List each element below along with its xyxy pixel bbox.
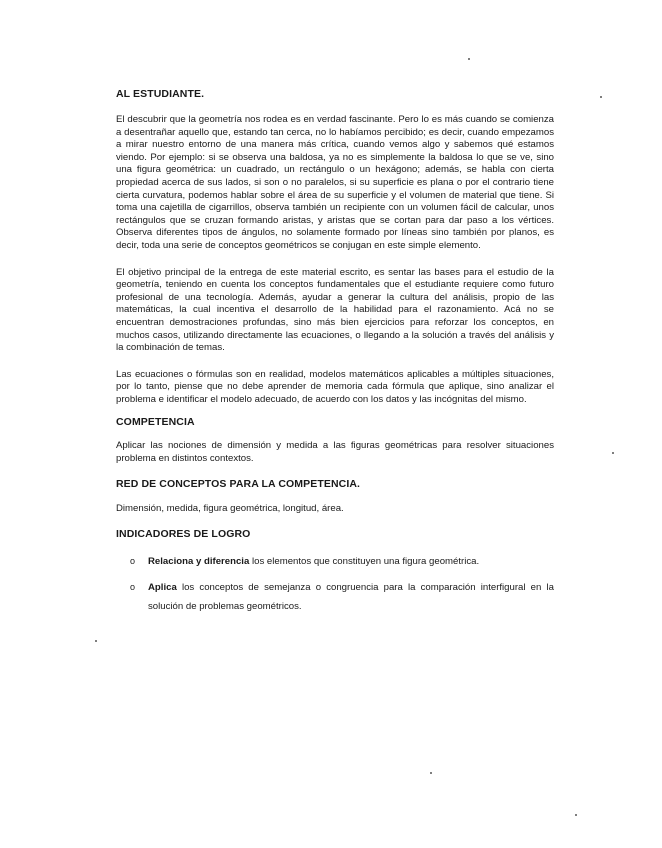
competencia-heading: COMPETENCIA — [116, 416, 195, 429]
scan-speck — [575, 814, 577, 816]
objective-paragraph: El objetivo principal de la entrega de este material escrito, es sentar las bases para el estudio de la geometría, teniendo en cuenta los conceptos fundamentales que el estudiante requiere como futuro profesional de una tecnología. Además, ayudar a generar la cultura del análisis, propio de las matemáticas, la cual incentiva el desarrollo de la habilidad para el razonamiento. Acá no se encuentran demostraciones profundas, sino más bien ejercicios para reforzar los conceptos, en muchos casos, utilizando directamente las ecuaciones, o llegando a la solución a través del análisis y la combinación de temas. — [116, 266, 554, 354]
bullet-icon: o — [130, 582, 136, 593]
equations-paragraph: Las ecuaciones o fórmulas son en realidad, modelos matemáticos aplicables a múltiples situaciones, por lo tanto, piense que no debe aprender de memoria cada fórmula que aplique, sino analizar el problema e identificar el modelo adecuado, de acuerdo con los datos y las incógnitas del mismo. — [116, 368, 554, 405]
indicadores-heading: INDICADORES DE LOGRO — [116, 528, 251, 541]
scan-speck — [95, 640, 97, 642]
bullet-icon: o — [130, 556, 136, 567]
document-page — [116, 88, 554, 623]
scan-speck — [468, 58, 470, 60]
indicator-verb: Aplica — [148, 582, 177, 594]
list-item — [116, 552, 554, 571]
red-conceptos-text: Dimensión, medida, figura geométrica, longitud, área. — [116, 502, 344, 514]
indicator-text: los elementos que constituyen una figura geométrica. — [249, 556, 480, 568]
scan-speck — [612, 452, 614, 454]
intro-paragraph: El descubrir que la geometría nos rodea es en verdad fascinante. Pero lo es más cuando se comienza a desentrañar aquello que, estando tan cerca, no lo habíamos percibido; es decir, cuando empezamos a mirar nuestro entorno de una manera más crítica, cuando vemos algo y sabemos qué estamos viendo. Por ejemplo: si se observa una baldosa, ya no es simplemente la baldosa lo que se ve, sino una figura geométrica: un cuadrado, un rectángulo o un hexágono; además, se habla con cierta propiedad acerca de sus lados, si son o no paralelos, si su superficie es plana o por el contrario tiene cierta curvatura, podemos hablar sobre el área de su superficie y el volumen de material que tiene. Si toma una cajetilla de cigarrillos, observa también un recipiente con un volumen fácil de calcular, unos rectángulos que se cruzan formando aristas, y aristas que se cortan para dar paso a los vértices. Observa diferentes tipos de ángulos, no solamente formado por líneas sino también por planos, es decir, toda una serie de conceptos geométricos se conjugan en este simple elemento. — [116, 114, 554, 251]
indicator-text: los conceptos de semejanza o congruencia para la comparación interfigural en la solución de problemas geométricos. — [148, 582, 554, 613]
indicator-verb: Relaciona y diferencia — [148, 556, 250, 568]
red-conceptos-heading: RED DE CONCEPTOS PARA LA COMPETENCIA. — [116, 477, 361, 490]
indicadores-list — [116, 552, 554, 616]
competencia-text: Aplicar las nociones de dimensión y medida a las figuras geométricas para resolver situaciones problema en distintos contextos. — [116, 440, 554, 465]
scan-speck — [430, 772, 432, 774]
page-title: AL ESTUDIANTE. — [116, 88, 205, 100]
scan-speck — [600, 96, 602, 98]
list-item — [116, 578, 554, 616]
